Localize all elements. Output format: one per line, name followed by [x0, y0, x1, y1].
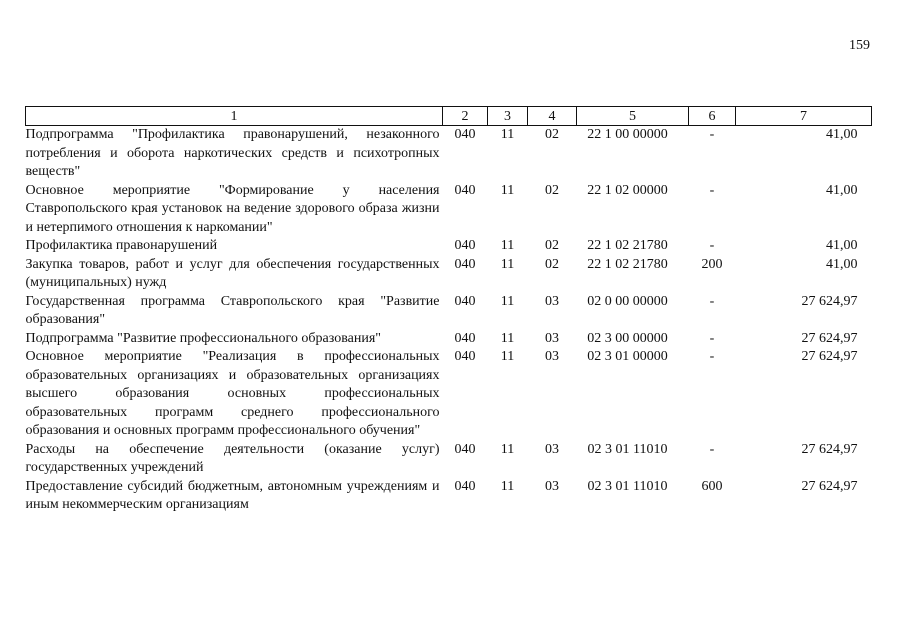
- table-row: [26, 237, 872, 256]
- table-row: [26, 126, 872, 182]
- row-target-code: 22 1 02 00000: [587, 182, 668, 198]
- row-amount: 41,00: [826, 127, 858, 142]
- row-name: Подпрограмма "Развитие профессионального образования": [25, 330, 381, 346]
- row-amount: 41,00: [826, 256, 858, 272]
- row-expense-type: -: [709, 330, 715, 346]
- row-expense-type: -: [709, 182, 715, 198]
- budget-table: [25, 106, 872, 515]
- table-row: [26, 348, 872, 441]
- row-target-code: 02 3 00 00000: [587, 330, 668, 346]
- row-name: Государственная программа Ставропольского края "Развитие образования": [25, 293, 440, 327]
- row-ministry-code: 040: [454, 349, 476, 364]
- header-col-5: 5: [577, 107, 689, 126]
- row-subsection-code: 03: [545, 293, 559, 309]
- row-expense-type: -: [709, 238, 715, 253]
- table-row: [26, 478, 872, 515]
- row-section-code: 11: [500, 127, 515, 142]
- header-col-3: 3: [488, 107, 528, 126]
- header-col-7: 7: [736, 107, 872, 126]
- row-ministry-code: 040: [454, 127, 476, 142]
- header-col-6: 6: [689, 107, 736, 126]
- row-section-code: 11: [500, 238, 515, 253]
- row-expense-type: 600: [701, 478, 723, 494]
- row-subsection-code: 03: [545, 441, 559, 457]
- row-subsection-code: 03: [545, 330, 559, 346]
- row-subsection-code: 02: [545, 127, 559, 142]
- table-body: [26, 126, 872, 515]
- row-amount: 27 624,97: [801, 441, 858, 457]
- row-amount: 27 624,97: [801, 330, 858, 346]
- table-row: [26, 256, 872, 293]
- row-target-code: 02 3 01 00000: [587, 349, 668, 364]
- row-ministry-code: 040: [454, 478, 476, 494]
- row-target-code: 22 1 00 00000: [587, 127, 668, 142]
- row-section-code: 11: [500, 182, 515, 198]
- row-expense-type: -: [709, 441, 715, 457]
- row-name: Основное мероприятие "Формирование у населения Ставропольского края установок на ведение здорового образа жизни и нетерпимого отношения к наркомании": [25, 182, 440, 235]
- row-section-code: 11: [500, 256, 515, 272]
- header-col-2: 2: [443, 107, 488, 126]
- row-ministry-code: 040: [454, 238, 476, 253]
- row-name: Расходы на обеспечение деятельности (оказание услуг) государственных учреждений: [25, 441, 440, 475]
- row-subsection-code: 02: [545, 256, 559, 272]
- row-name: Предоставление субсидий бюджетным, автономным учреждениям и иным некоммерческим организациям: [25, 478, 440, 512]
- table-row: [26, 293, 872, 330]
- row-section-code: 11: [500, 349, 515, 364]
- row-ministry-code: 040: [454, 293, 476, 309]
- table-row: [26, 182, 872, 238]
- row-subsection-code: 02: [545, 238, 559, 253]
- table-header: [26, 107, 872, 126]
- header-row: [26, 107, 872, 126]
- table-row: [26, 330, 872, 349]
- row-target-code: 02 3 01 11010: [587, 441, 668, 457]
- row-section-code: 11: [500, 478, 515, 494]
- header-col-4: 4: [528, 107, 577, 126]
- row-amount: 27 624,97: [801, 478, 858, 494]
- row-expense-type: 200: [701, 256, 723, 272]
- row-ministry-code: 040: [454, 182, 476, 198]
- row-subsection-code: 03: [545, 478, 559, 494]
- row-expense-type: -: [709, 293, 715, 309]
- row-ministry-code: 040: [454, 330, 476, 346]
- row-ministry-code: 040: [454, 441, 476, 457]
- row-subsection-code: 03: [545, 349, 559, 364]
- table-row: [26, 441, 872, 478]
- row-amount: 41,00: [826, 238, 858, 253]
- page-number: 159: [849, 38, 870, 53]
- row-expense-type: -: [709, 127, 715, 142]
- row-section-code: 11: [500, 293, 515, 309]
- row-section-code: 11: [500, 441, 515, 457]
- budget-table-container: [25, 106, 871, 515]
- row-target-code: 02 0 00 00000: [587, 293, 668, 309]
- row-name: Закупка товаров, работ и услуг для обеспечения государственных (муниципальных) нужд: [25, 256, 440, 290]
- row-amount: 27 624,97: [801, 293, 858, 309]
- row-section-code: 11: [500, 330, 515, 346]
- row-expense-type: -: [709, 349, 715, 364]
- row-name: Профилактика правонарушений: [25, 238, 218, 253]
- row-name: Подпрограмма "Профилактика правонарушений, незаконного потребления и оборота наркотических средств и психотропных веществ": [25, 127, 440, 179]
- row-subsection-code: 02: [545, 182, 559, 198]
- row-target-code: 22 1 02 21780: [587, 238, 668, 253]
- header-col-1: 1: [26, 107, 443, 126]
- row-ministry-code: 040: [454, 256, 476, 272]
- row-target-code: 22 1 02 21780: [587, 256, 668, 272]
- row-target-code: 02 3 01 11010: [587, 478, 668, 494]
- row-amount: 41,00: [826, 182, 858, 198]
- row-amount: 27 624,97: [801, 349, 858, 364]
- row-name: Основное мероприятие "Реализация в профессиональных образовательных организациях и образовательных организациях высшего образования основных профессиональных образовательных программ среднего профессионального образования и основных программ профессионального обучения": [25, 349, 440, 438]
